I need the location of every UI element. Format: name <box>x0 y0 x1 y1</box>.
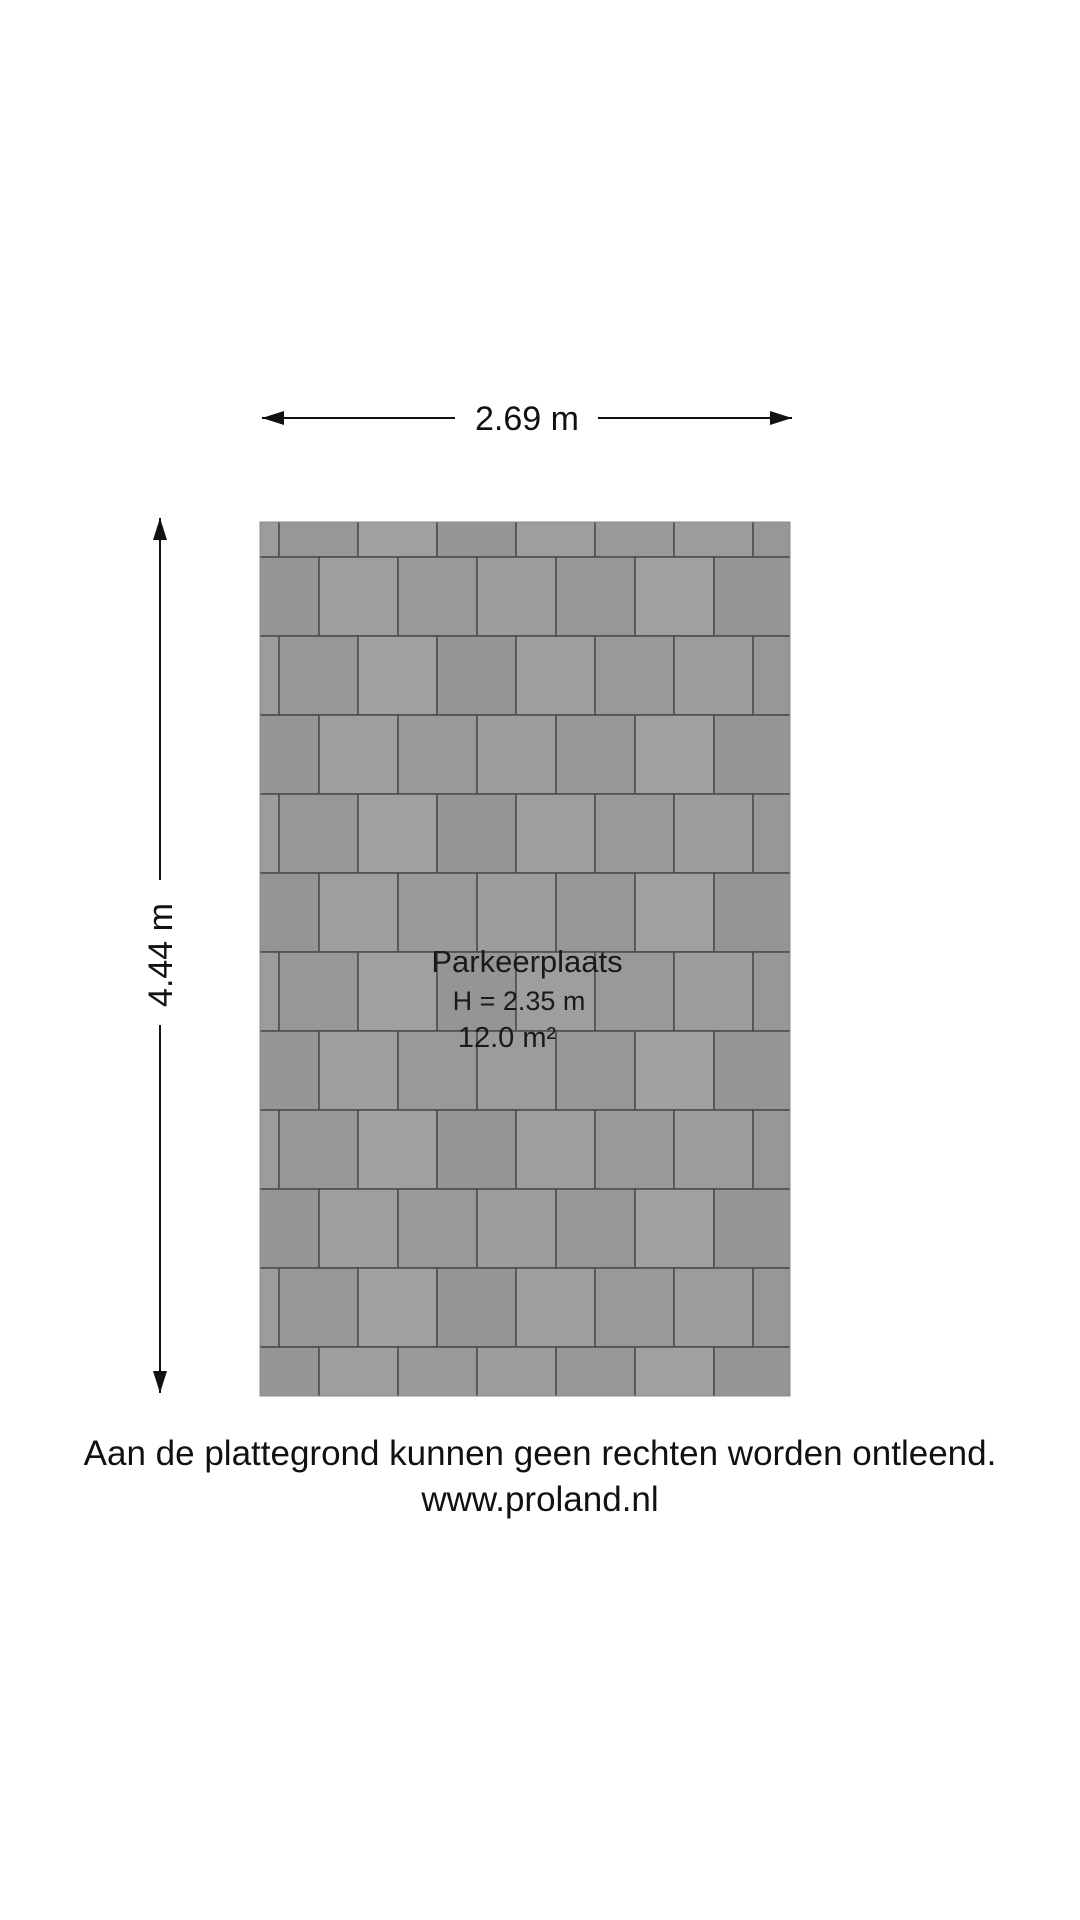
paving-tile <box>437 794 516 873</box>
paving-tile <box>477 557 556 636</box>
paving-tile <box>595 1268 674 1347</box>
paving-tile <box>714 1189 793 1268</box>
paving-tile <box>319 1347 398 1426</box>
paving-tile <box>437 1268 516 1347</box>
paving-tile <box>319 715 398 794</box>
room-height: H = 2.35 m <box>452 986 586 1016</box>
width-arrowhead-right <box>770 411 792 425</box>
paving-tile <box>398 715 477 794</box>
paving-tile <box>516 794 595 873</box>
paving-tile <box>437 1110 516 1189</box>
paving-tile <box>240 1189 319 1268</box>
paving-tile <box>200 1110 279 1189</box>
paving-tile <box>358 952 437 1031</box>
paving-tile <box>516 478 595 557</box>
paving-tile <box>556 1189 635 1268</box>
paving-tile <box>240 557 319 636</box>
length-label: 4.44 m <box>142 903 180 1007</box>
paving-tile <box>279 478 358 557</box>
paving-tile <box>556 873 635 952</box>
paving-tile <box>674 478 753 557</box>
paving-tile <box>279 794 358 873</box>
paving-tile <box>674 952 753 1031</box>
paving-tile <box>674 1268 753 1347</box>
paving-tile <box>319 1189 398 1268</box>
paving-tile <box>477 1189 556 1268</box>
paving-tile <box>595 794 674 873</box>
paving-tile <box>595 478 674 557</box>
paving-tile <box>516 636 595 715</box>
paving-tile <box>279 952 358 1031</box>
width-arrowhead-left <box>262 411 284 425</box>
paving-tile <box>279 1110 358 1189</box>
paving-tile <box>319 1031 398 1110</box>
paving-tile <box>279 1268 358 1347</box>
paving-tile <box>279 636 358 715</box>
paving-tile <box>635 1347 714 1426</box>
paving-tile <box>753 636 832 715</box>
paving-tile <box>714 557 793 636</box>
paving-tile <box>635 557 714 636</box>
paving-tile <box>516 1268 595 1347</box>
paving-tile <box>674 1110 753 1189</box>
paving-tile <box>753 1268 832 1347</box>
room-area: 12.0 m² <box>457 1022 557 1054</box>
paving-tile <box>516 1110 595 1189</box>
paving-tile <box>398 1347 477 1426</box>
paving-tile <box>477 873 556 952</box>
paving-tile <box>200 794 279 873</box>
paving-tile <box>437 636 516 715</box>
length-arrowhead-bottom <box>153 1371 167 1393</box>
paving-tile <box>358 1268 437 1347</box>
paving-tile <box>714 715 793 794</box>
paving-tile <box>714 873 793 952</box>
paving-tile <box>200 952 279 1031</box>
website-link[interactable]: www.proland.nl <box>421 1480 659 1519</box>
paving-tile <box>240 873 319 952</box>
paving-tile <box>477 1347 556 1426</box>
paving-tile <box>674 636 753 715</box>
paving-tile <box>595 1110 674 1189</box>
room-name: Parkeerplaats <box>431 944 623 979</box>
paving-tile <box>200 636 279 715</box>
paving-tile <box>398 557 477 636</box>
paving-tile <box>358 478 437 557</box>
paving-tile <box>200 1268 279 1347</box>
paving-tile <box>674 794 753 873</box>
paving-tile <box>635 1189 714 1268</box>
paving-tile <box>200 478 279 557</box>
paving-tile <box>398 873 477 952</box>
width-label: 2.69 m <box>475 400 579 438</box>
paving-tile <box>635 1031 714 1110</box>
paving-tile <box>556 715 635 794</box>
paving-tile <box>753 952 832 1031</box>
paving-tile <box>358 1110 437 1189</box>
paving-tile <box>714 1031 793 1110</box>
paving-tile <box>358 636 437 715</box>
width-dimension <box>262 400 792 438</box>
paving-tile <box>635 715 714 794</box>
paving-tile <box>398 1189 477 1268</box>
length-arrowhead-top <box>153 518 167 540</box>
paving-tile <box>319 873 398 952</box>
paving-tile <box>437 478 516 557</box>
paving-tile <box>358 794 437 873</box>
paving-tile <box>635 873 714 952</box>
parking-room <box>200 478 832 1426</box>
paving-tile <box>753 1110 832 1189</box>
paving-tile <box>714 1347 793 1426</box>
paving-tile <box>556 1031 635 1110</box>
paving-tile <box>240 1347 319 1426</box>
paving-tile <box>595 636 674 715</box>
paving-tile <box>556 1347 635 1426</box>
paving-tile <box>556 557 635 636</box>
length-dimension <box>142 518 180 1393</box>
paving-tile <box>753 478 832 557</box>
paving-tile <box>319 557 398 636</box>
paving-tile <box>240 715 319 794</box>
paving-tile <box>240 1031 319 1110</box>
disclaimer-text: Aan de plattegrond kunnen geen rechten worden ontleend. <box>83 1434 997 1473</box>
paving-tile <box>753 794 832 873</box>
paving-tile <box>477 715 556 794</box>
